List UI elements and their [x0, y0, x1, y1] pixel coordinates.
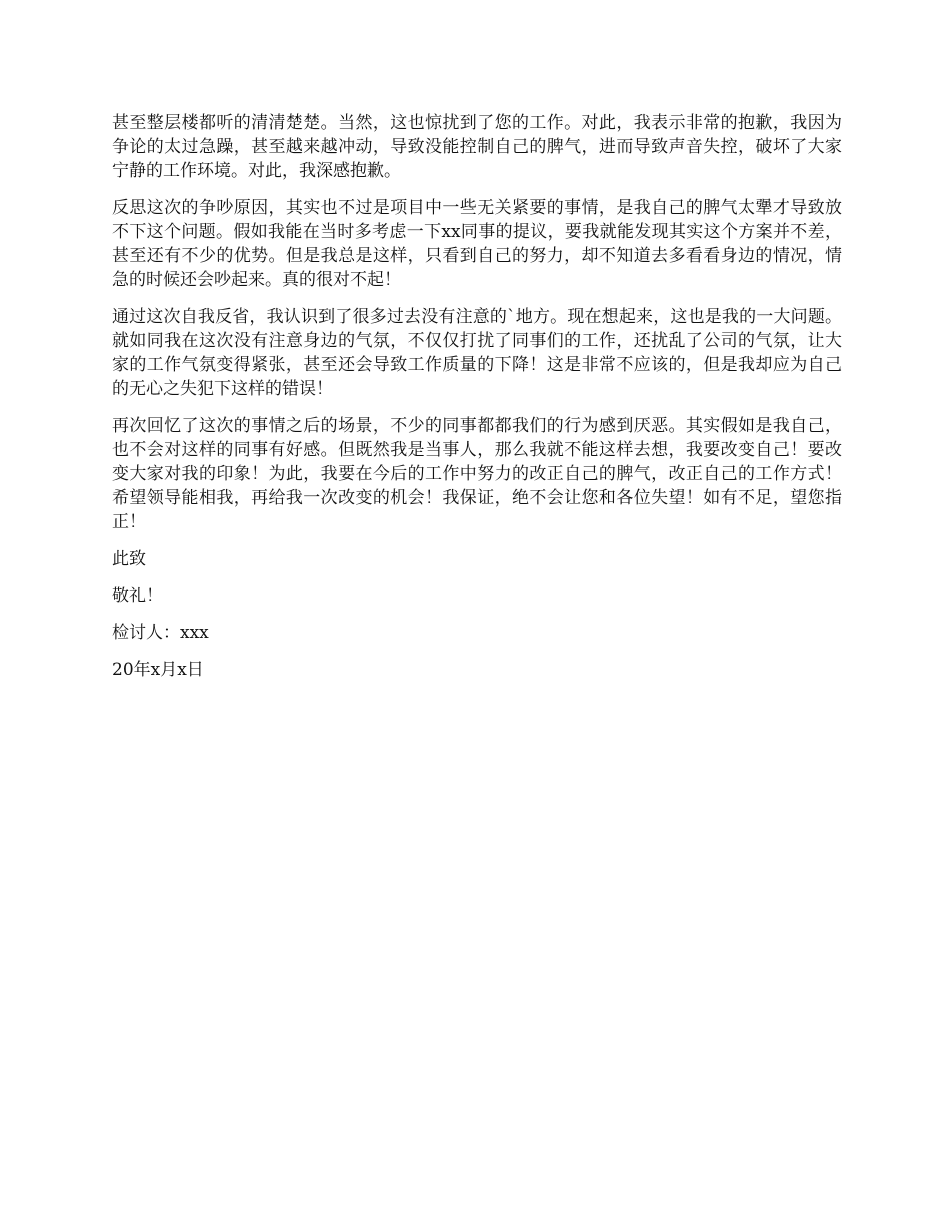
- closing-respect: 敬礼！: [112, 586, 163, 606]
- paragraph-4: 再次回忆了这次的事情之后的场景，不少的同事都都我们的行为感到厌恶。其实假如是我自己，也不会对这样的同事有好感。但既然我是当事人，那么我就不能这样去想，我要改变自己！要改变大家对我的印象！为此，我要在今后的工作中努力的改正自己的脾气，改正自己的工作方式！希望领导能相我，再给我一次改变的机会！我保证，绝不会让您和各位失望！如有不足，望您指正！: [112, 416, 842, 532]
- date-line: 20年x月x日: [112, 660, 204, 680]
- signature-line: 检讨人：xxx: [112, 623, 209, 643]
- closing-salutation: 此致: [112, 549, 146, 569]
- paragraph-1: 甚至整层楼都听的清清楚楚。当然，这也惊扰到了您的工作。对此，我表示非常的抱歉，我因为争论的太过急躁，甚至越来越冲动，导致没能控制自己的脾气，进而导致声音失控，破坏了大家宁静的工作环境。对此，我深感抱歉。: [112, 113, 842, 181]
- paragraph-2: 反思这次的争吵原因，其实也不过是项目中一些无关紧要的事情，是我自己的脾气太犟才导致放不下这个问题。假如我能在当时多考虑一下xx同事的提议，要我就能发现其实这个方案并不差，甚至还有不少的优势。但是我总是这样，只看到自己的努力，却不知道去多看看身边的情况，情急的时候还会吵起来。真的很对不起！: [112, 198, 842, 290]
- paragraph-3: 通过这次自我反省，我认识到了很多过去没有注意的`地方。现在想起来，这也是我的一大问题。就如同我在这次没有注意身边的气氛，不仅仅打扰了同事们的工作，还扰乱了公司的气氛，让大家的工作气氛变得紧张，甚至还会导致工作质量的下降！这是非常不应该的，但是我却应为自己的无心之失犯下这样的错误！: [112, 307, 842, 399]
- document-body: [112, 111, 842, 695]
